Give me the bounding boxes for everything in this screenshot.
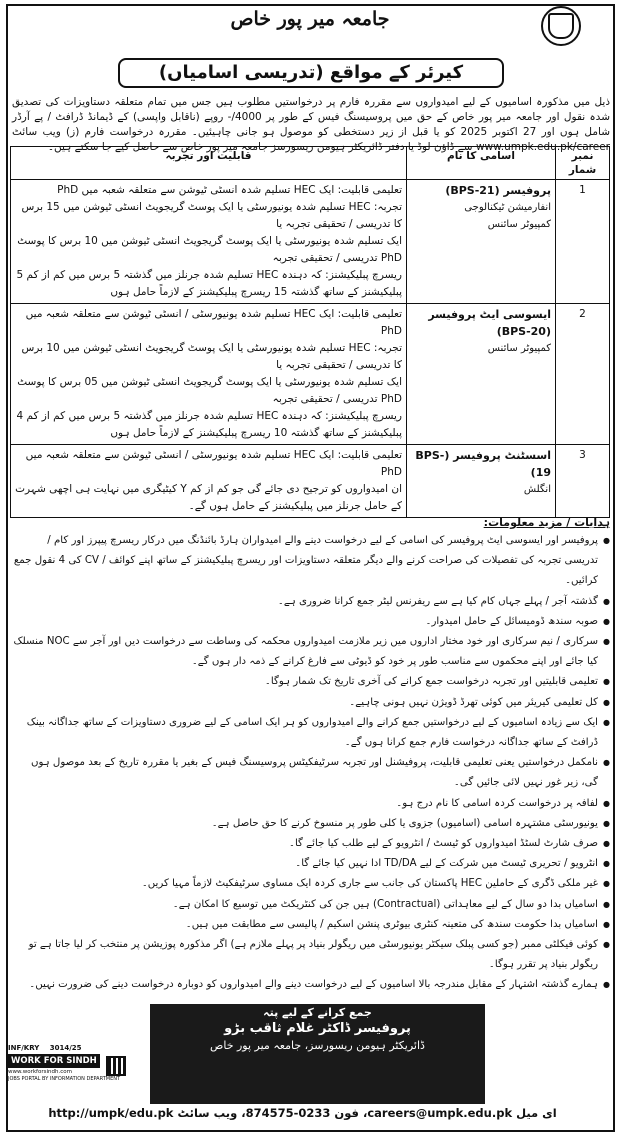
instruction-item: ● اسامیاں بدا دو سال کے لیے معاہداتی (Contractual) ہیں جن کی کنٹریکٹ میں توسیع کا امکان ہے۔: [12, 895, 610, 915]
footer: [0, 1004, 605, 1126]
instruction-item: ● صرف شارٹ لسٹڈ امیدواروں کو ٹیسٹ / انٹرویو کے لیے طلب کیا جائے گا۔: [12, 834, 610, 854]
instructions-list: [12, 531, 610, 996]
qualification-line: تجربہ: HEC تسلیم شدہ یونیورسٹی یا ایک پوسٹ گریجویٹ انسٹی ٹیوشن میں 15 برس کا تدریسی / تحقیقی تجربہ یا: [21, 201, 402, 230]
post-subject: کمپیوٹر سائنس: [487, 219, 551, 230]
post-cell: [407, 304, 556, 445]
badge-ref-label: INF/KRY: [8, 1044, 40, 1052]
instruction-item: ● پروفیسر اور ایسوسی ایٹ پروفیسر کی اسامی کے لیے درخواست دینے والے امیدواران ہارڈ بائنڈنگ میں درکار ریسرچ پیپرز اور کام / تدریسی تجربہ کی تفصیلات کی صراحت کرنے والے دیگر متعلقہ دستاویزات اور ریسرچ پبلیکیشنز کے ساتھ اپنے کوائف / CV کی 4 نقول جمع کرائیں۔: [12, 531, 610, 592]
university-name: جامعہ میر پور خاص: [230, 8, 390, 30]
instruction-item: ● انٹرویو / تحریری ٹیسٹ میں شرکت کے لیے TD/DA ادا نہیں کیا جائے گا۔: [12, 854, 610, 874]
qualification-cell: [11, 445, 407, 518]
instructions-heading: ہدایات / مزید معلومات:: [483, 516, 610, 529]
instruction-item: ● لفافہ پر درخواست کردہ اسامی کا نام درج ہو۔: [12, 794, 610, 814]
badge-subtitle: JOBS PORTAL BY INFORMATION DEPARTMENT: [8, 1076, 121, 1082]
instruction-item: ● سرکاری / نیم سرکاری اور خود مختار اداروں میں زیر ملازمت امیدواروں محکمہ کی وساطت سے درخواست دیں اور آجر سے NOC منسلک کیا جائے اور اپنے محکموں سے مناسب طور پر خود کو ڈیوٹی سے فارغ کرانے کے ذمہ دار ہوں گے۔: [12, 632, 610, 672]
address-band: [150, 1004, 485, 1104]
instruction-item: ● اسامیاں بدا حکومت سندھ کی متعینہ کنٹری بیوٹری پنشن اسکیم / پالیسی سے مطابقت میں ہیں۔: [12, 915, 610, 935]
instruction-item: ● گذشتہ آجر / پہلے جہاں کام کیا ہے سے ریفرنس لیٹر جمع کرانا ضروری ہے۔: [12, 592, 610, 612]
serial-cell: 1: [556, 180, 610, 304]
qualification-line: ان امیدواروں کو ترجیح دی جائے گی جو کم از کم Y کیٹیگری میں نہایت ہی اچھی شہرت کے حامل جرنلز میں پبلیکیشنز کے حامل ہوں گے۔: [15, 483, 402, 512]
qr-code-icon: [106, 1056, 126, 1076]
university-logo-icon: [541, 6, 581, 46]
qualification-line: تعلیمی قابلیت: ایک HEC تسلیم شدہ یونیورسٹی / انسٹی ٹیوشن سے متعلقہ شعبہ میں PhD: [25, 308, 402, 337]
post-subject: کمپیوٹر سائنس: [487, 343, 551, 354]
qualification-line: ریسرچ پبلیکیشنز: کہ دہندہ HEC تسلیم شدہ جرنلز میں گذشتہ 5 برس میں کم از کم 5 پبلیکیشنز کے ساتھ گذشتہ 15 ریسرچ پبلیکیشنز کے لازماً حامل ہوں: [16, 269, 402, 298]
header-post: اسامی کا نام: [407, 147, 556, 180]
header-qualification: قابلیت اور تجربہ: [11, 147, 407, 180]
qualification-line: ایک تسلیم شدہ یونیورسٹی یا ایک پوسٹ گریجویٹ انسٹی ٹیوشن میں 10 برس کا پوسٹ PhD تدریسی / تحقیقی تجربہ: [17, 235, 402, 264]
contact-line: ای میل careers@umpk.edu.pk، فون 0233-874575، ویب سائٹ http://umpk/edu.pk: [48, 1106, 557, 1120]
ad-title: کیرئر کے مواقع (تدریسی اسامیاں): [118, 58, 504, 88]
header-serial: نمبر شمار: [556, 147, 610, 180]
badge-ref-number: 3014/25: [49, 1044, 82, 1052]
qualification-line: ایک تسلیم شدہ یونیورسٹی یا ایک پوسٹ گریجویٹ انسٹی ٹیوشن میں 05 برس کا پوسٹ PhD تدریسی / تحقیقی تجربہ: [17, 376, 402, 405]
table-row: [11, 304, 610, 445]
post-title: ایسوسی ایٹ پروفیسر (BPS-20): [428, 308, 551, 338]
intro-paragraph: ذیل میں مذکورہ اسامیوں کے لیے امیدواروں سے مقررہ فارم پر درخواستیں مطلوب ہیں جس میں تمام متعلقہ دستاویزات کی تصدیق شدہ نقول اور جامعہ میر پور خاص کے حق میں پروسیسنگ فیس کے طور پر 4000/- روپے (ناقابل واپسی) کے ڈیمانڈ ڈرافٹ / پے آرڈر شامل ہوں اور 27 اکتوبر 2025 کو یا قبل از زیر دستخطی کو موصول ہو جانی چاہیئیں۔ مقررہ درخواست فارم (ز) ویب سائٹ www.umpk.edu.pk/career سے ڈاؤن لوڈ یا دفتر ڈائریکٹر ہیومن ریسورسز جامعہ میر پور خاص سے حاصل کیے جا سکتے ہیں۔: [12, 96, 610, 153]
post-cell: [407, 445, 556, 518]
table-row: [11, 445, 610, 518]
instruction-item: ● نامکمل درخواستیں یعنی تعلیمی قابلیت، پروفیشنل اور تجربہ سرٹیفکیٹس پروسیسنگ فیس کے بغیر یا مقررہ تاریخ کے بعد موصول ہوں گی، زیر غور نہیں لائی جائیں گی۔: [12, 753, 610, 793]
qualification-cell: [11, 304, 407, 445]
contact-person: پروفیسر ڈاکٹر غلام ثاقب بڑو: [224, 1021, 411, 1036]
post-cell: [407, 180, 556, 304]
instruction-item: ● ہمارے گذشتہ اشتہار کے مقابل مندرجہ بالا اسامیوں کے لیے درخواست دینے والے امیدواروں کو دوبارہ درخواست دینے کی ضرورت نہیں۔: [12, 975, 610, 995]
instruction-item: ● کوئی فیکلٹی ممبر (جو کسی پبلک سیکٹر یونیورسٹی میں ریگولر بنیاد پر پہلے ملازم ہے) اگر مذکورہ پوزیشن پر منتخب کر لیا جاتا ہے تو ریگولر بنیاد پر تقرر ہوگا۔: [12, 935, 610, 975]
post-title: اسسٹنٹ پروفیسر (BPS-19): [415, 449, 551, 479]
qualification-line: تجربہ: HEC تسلیم شدہ یونیورسٹی یا ایک پوسٹ گریجویٹ انسٹی ٹیوشن میں 10 برس کا تدریسی / تحقیقی تجربہ یا: [21, 342, 402, 371]
badge-ref: [8, 1044, 126, 1052]
address-heading: جمع کرانے کے لیے پتہ: [263, 1006, 372, 1019]
qualification-line: تعلیمی قابلیت: ایک HEC تسلیم شدہ یونیورسٹی / انسٹی ٹیوشن سے متعلقہ شعبہ میں PhD: [25, 449, 402, 478]
qualification-line: ریسرچ پبلیکیشنز: کہ دہندہ HEC تسلیم شدہ جرنلز میں گذشتہ 5 برس میں کم از کم 4 پبلیکیشنز کے ساتھ گذشتہ 10 ریسرچ پبلیکیشنز کے لازماً حامل ہوں: [16, 410, 402, 439]
table-header-row: [11, 147, 610, 180]
post-subject: انگلش: [523, 484, 551, 495]
instruction-item: ● تعلیمی قابلیتیں اور تجربہ درخواست جمع کرانے کی آخری تاریخ تک شمار ہوگا۔: [12, 672, 610, 692]
instructions-section: [12, 516, 610, 996]
badge-url: www.workforsindh.com: [8, 1069, 72, 1075]
table-row: [11, 180, 610, 304]
post-title: پروفیسر (BPS-21): [445, 184, 551, 197]
instruction-item: ● یونیورسٹی مشتہرہ اسامی (اسامیوں) جزوی یا کلی طور پر منسوخ کرنے کا حق حاصل ہے۔: [12, 814, 610, 834]
instruction-item: ● صوبہ سندھ ڈومیسائل کے حامل امیدوار۔: [12, 612, 610, 632]
serial-cell: 3: [556, 445, 610, 518]
serial-cell: 2: [556, 304, 610, 445]
instruction-item: ● ایک سے زیادہ اسامیوں کے لیے درخواستیں جمع کرانے والے امیدواروں کو ہر ایک اسامی کے لیے ضروری دستاویزات کے ساتھ جداگانہ بینک ڈرافٹ کے ساتھ جداگانہ درخواست فارم جمع کرانا ہوں گے۔: [12, 713, 610, 753]
badge-title: WORK FOR SINDH: [8, 1054, 100, 1068]
instruction-item: ● کل تعلیمی کیریئر میں کوئی تھرڈ ڈویژن نہیں ہونی چاہیے۔: [12, 693, 610, 713]
contact-office: ڈائریکٹر ہیومن ریسورسز، جامعہ میر پور خاص: [210, 1039, 425, 1052]
post-subject: انفارمیشن ٹیکنالوجی: [464, 202, 551, 213]
qualification-cell: [11, 180, 407, 304]
instruction-item: ● غیر ملکی ڈگری کے حاملین HEC پاکستان کی جانب سے جاری کردہ ایک مساوی سرٹیفکیٹ لازماً مہیا کریں۔: [12, 874, 610, 894]
work-for-sindh-badge: [8, 1044, 126, 1096]
jobs-table: [10, 146, 610, 518]
qualification-line: تعلیمی قابلیت: ایک HEC تسلیم شدہ انسٹی ٹیوشن سے متعلقہ شعبہ میں PhD: [57, 184, 402, 196]
